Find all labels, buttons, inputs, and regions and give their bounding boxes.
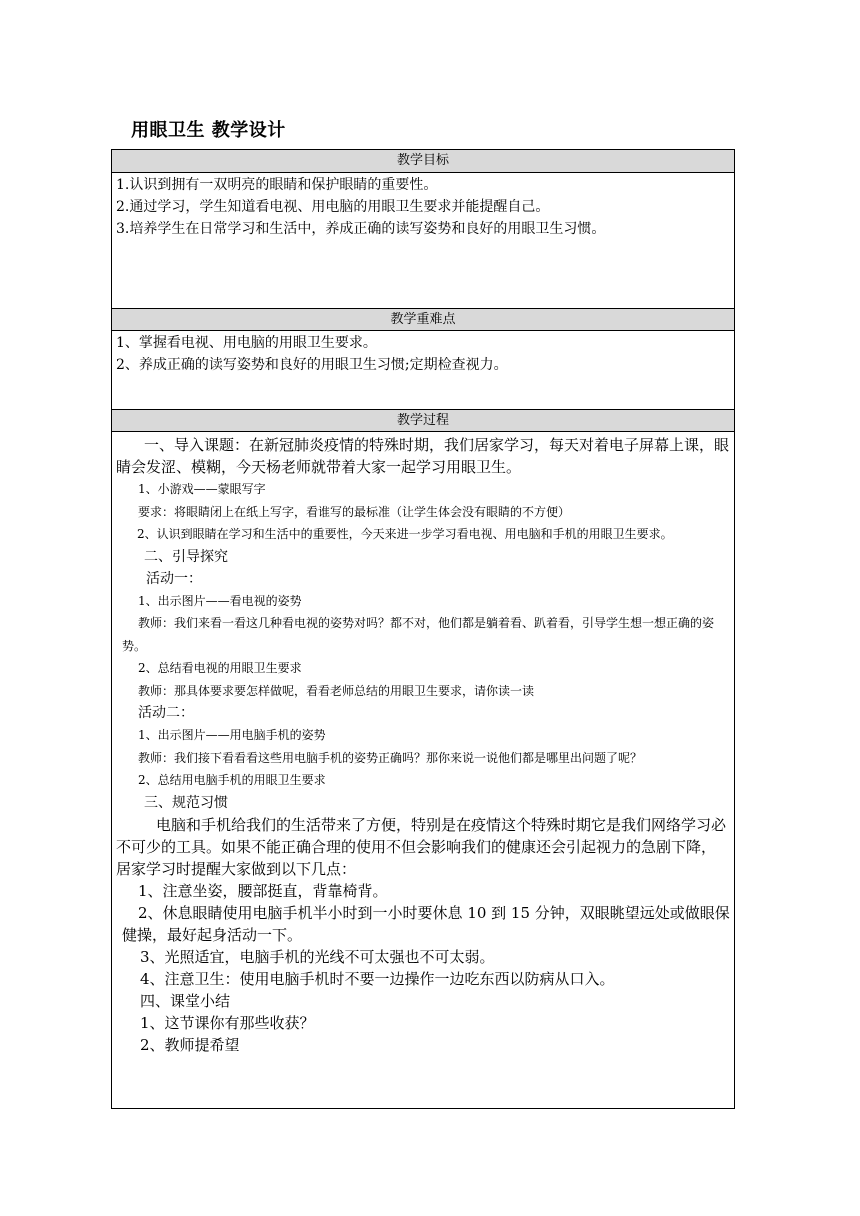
habit-item: 4、注意卫生：使用电脑手机时不要一边操作一边吃东西以防病从口入。 [140, 969, 615, 988]
importance-item: 2、认识到眼睛在学习和生活中的重要性，今天来进一步学习看电视、用电脑和手机的用眼卫生要求。 [137, 527, 673, 541]
activity-one-step: 2、总结看电视的用眼卫生要求 [138, 661, 302, 675]
key-point-item: 2、养成正确的读写姿势和良好的用眼卫生习惯;定期检查视力。 [116, 357, 508, 373]
habit-item: 1、注意坐姿，腰部挺直，背靠椅背。 [138, 881, 388, 900]
activity-one-teacher: 教师：我们来看一看这几种看电视的姿势对吗？都不对，他们都是躺着看、趴着看，引导学生想一想正确的姿势。 [122, 616, 715, 653]
activity-two-step: 2、总结用电脑手机的用眼卫生要求 [138, 773, 326, 787]
key-point-item: 1、掌握看电视、用电脑的用眼卫生要求。 [116, 335, 377, 351]
process-header: 教学过程 [112, 409, 734, 432]
game-requirement: 要求：将眼睛闭上在纸上写字，看谁写的最标准（让学生体会没有眼睛的不方便） [138, 504, 571, 519]
key-points-cell [112, 332, 734, 376]
habit-item: 2、休息眼睛使用电脑手机半小时到一小时要休息 10 到 15 分钟，双眼眺望远处或做眼保健操，最好起身活动一下。 [122, 903, 730, 944]
goal-item: 1.认识到拥有一双明亮的眼睛和保护眼睛的重要性。 [116, 177, 438, 193]
intro-paragraph: 一、导入课题：在新冠肺炎疫情的特殊时期，我们居家学习，每天对着电子屏幕上课，眼睛会发涩、模糊，今天杨老师就带着大家一起学习用眼卫生。 [116, 436, 730, 476]
activity-two-teacher: 教师：我们接下看看看这些用电脑手机的姿势正确吗？那你来说一说他们都是哪里出问题了呢？ [138, 750, 643, 765]
key-points-header: 教学重难点 [112, 308, 734, 331]
activity-one-teacher: 教师：那具体要求要怎样做呢，看看老师总结的用眼卫生要求，请你读一读 [138, 683, 535, 698]
part-two-heading: 二、引导探究 [144, 548, 228, 565]
lesson-plan-table [111, 149, 735, 1109]
habit-paragraph: 电脑和手机给我们的生活带来了方便，特别是在疫情这个特殊时期它是我们网络学习必不可少的工具。如果不能正确合理的使用不但会影响我们的健康还会引起视力的急剧下降，居家学习时提醒大家做到以下几点： [116, 815, 727, 878]
goal-item: 2.通过学习，学生知道看电视、用电脑的用眼卫生要求并能提醒自己。 [116, 199, 550, 215]
part-four-heading: 四、课堂小结 [140, 991, 231, 1010]
activity-two-label: 活动二： [138, 705, 194, 721]
activity-one-step: 1、出示图片——看电视的姿势 [138, 593, 302, 608]
summary-item: 1、这节课你有那些收获？ [140, 1013, 315, 1032]
habit-item: 3、光照适宜，电脑手机的光线不可太强也不可太弱。 [140, 947, 495, 966]
goal-item: 3.培养学生在日常学习和生活中，养成正确的读写姿势和良好的用眼卫生习惯。 [116, 221, 606, 237]
summary-item: 2、教师提希望 [140, 1035, 240, 1054]
activity-two-step: 1、出示图片——用电脑手机的姿势 [138, 728, 326, 742]
part-three-heading: 三、规范习惯 [144, 794, 228, 811]
goals-header: 教学目标 [112, 150, 734, 173]
process-cell [112, 434, 734, 1056]
activity-one-label: 活动一： [146, 570, 202, 587]
game-item: 1、小游戏——蒙眼写字 [138, 482, 266, 496]
document-title: 用眼卫生 教学设计 [131, 120, 286, 141]
goals-cell [112, 174, 734, 240]
